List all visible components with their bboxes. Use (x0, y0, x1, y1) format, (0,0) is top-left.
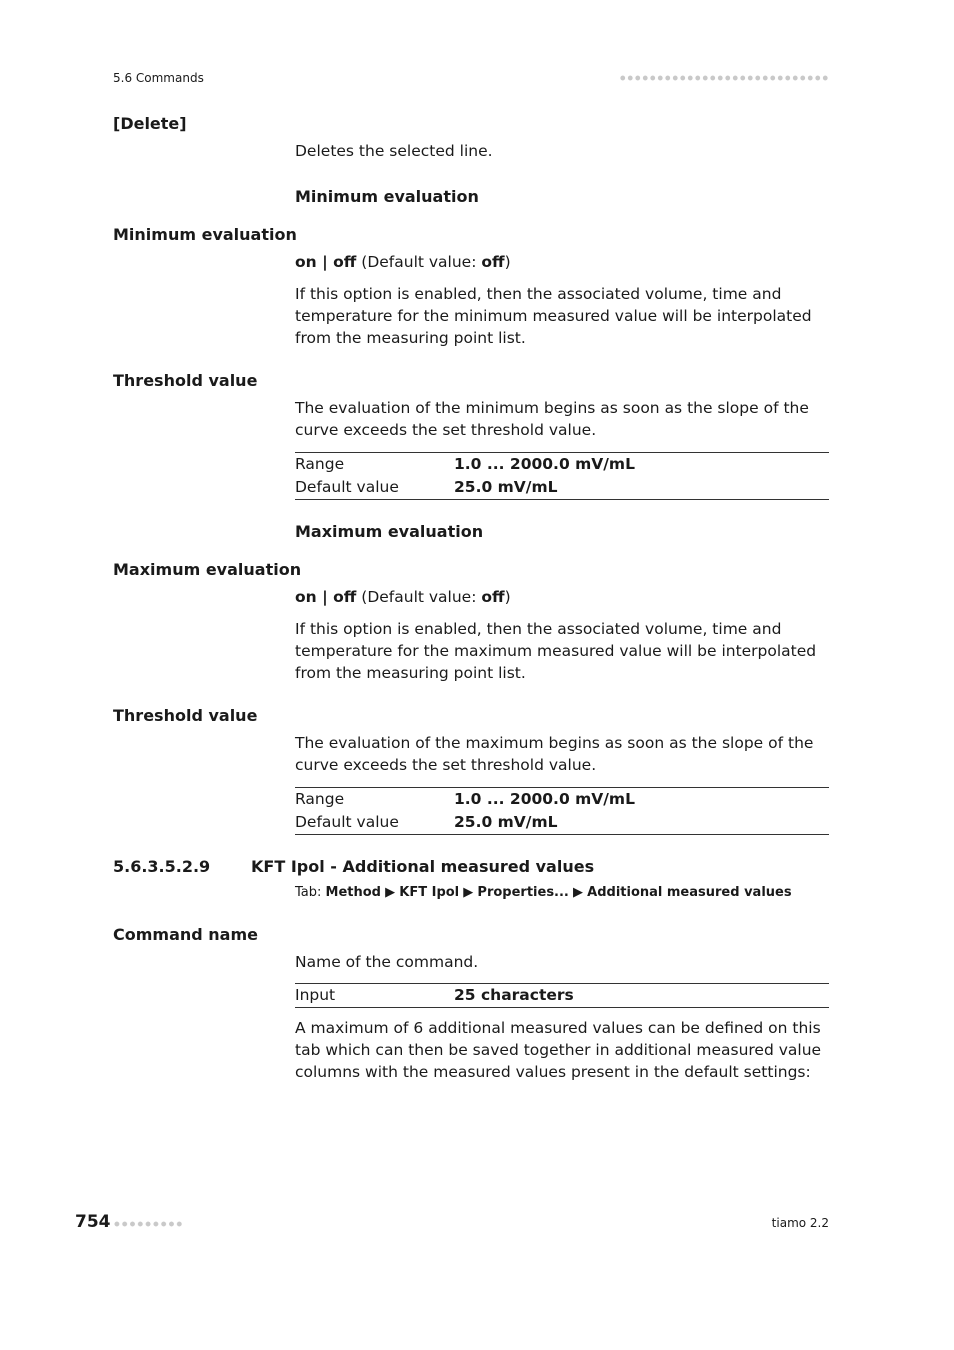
table-value: 25.0 mV/mL (454, 813, 558, 831)
maximum-subheading: Maximum evaluation (295, 522, 484, 541)
table-row (295, 811, 829, 834)
command-name-table (295, 983, 829, 1008)
page-number: 754 (75, 1212, 111, 1232)
footer-decoration (113, 1220, 183, 1228)
default-prefix: (Default value: (356, 588, 482, 606)
delete-description: Deletes the selected line. (295, 142, 493, 160)
command-name-label: Command name (113, 925, 258, 944)
table-key: Range (295, 455, 345, 473)
table-value: 1.0 ... 2000.0 mV/mL (454, 790, 635, 808)
options-bold: on | off (295, 253, 357, 271)
tab-prefix: Tab: (295, 885, 326, 900)
minimum-threshold-table (295, 452, 829, 500)
maximum-threshold-description: The evaluation of the maximum begins as soon as the slope of the curve exceeds the set threshold value. (295, 734, 814, 774)
maximum-description: If this option is enabled, then the associated volume, time and temperature for the maximum measured value will be interpolated from the measuring point list. (295, 620, 817, 682)
minimum-subheading: Minimum evaluation (295, 187, 479, 206)
maximum-options (295, 586, 835, 608)
section-number: 5.6.3.5.2.9 (113, 857, 211, 876)
maximum-evaluation-label: Maximum evaluation (113, 560, 302, 579)
command-name-note: A maximum of 6 additional measured values can be defined on this tab which can then be saved together in additional measured value columns with the measured values present in the default settings: (295, 1019, 822, 1081)
table-value: 25 characters (454, 986, 574, 1004)
default-prefix: (Default value: (356, 253, 482, 271)
minimum-threshold-description: The evaluation of the minimum begins as soon as the slope of the curve exceeds the set threshold value. (295, 399, 809, 439)
header-decoration (619, 74, 829, 82)
breadcrumb (295, 885, 792, 900)
default-value: off (481, 588, 505, 606)
default-value: off (481, 253, 505, 271)
minimum-options (295, 251, 835, 273)
table-row (295, 476, 829, 499)
crumb-separator: ▶ (381, 885, 400, 900)
table-value: 1.0 ... 2000.0 mV/mL (454, 455, 635, 473)
table-key: Input (295, 986, 336, 1004)
table-key: Range (295, 790, 345, 808)
crumb-item: KFT Ipol (399, 885, 460, 900)
minimum-evaluation-label: Minimum evaluation (113, 225, 297, 244)
maximum-threshold-label: Threshold value (113, 706, 258, 725)
maximum-threshold-table (295, 787, 829, 835)
crumb-separator: ▶ (459, 885, 478, 900)
table-row (295, 788, 829, 811)
running-header: 5.6 Commands (113, 71, 204, 85)
crumb-item: Properties... (477, 885, 569, 900)
default-suffix: ) (504, 588, 511, 606)
crumb-separator: ▶ (568, 885, 588, 900)
table-row (295, 453, 829, 476)
table-key: Default value (295, 813, 399, 831)
product-name: tiamo 2.2 (771, 1216, 829, 1230)
crumb-item: Additional measured values (587, 885, 792, 900)
table-row (295, 984, 829, 1007)
section-title: KFT Ipol - Additional measured values (251, 857, 595, 876)
command-name-description: Name of the command. (295, 953, 479, 971)
options-bold: on | off (295, 588, 357, 606)
minimum-threshold-label: Threshold value (113, 371, 258, 390)
table-key: Default value (295, 478, 399, 496)
crumb-item: Method (325, 885, 381, 900)
delete-label: [Delete] (113, 114, 187, 133)
default-suffix: ) (504, 253, 511, 271)
table-value: 25.0 mV/mL (454, 478, 558, 496)
minimum-description: If this option is enabled, then the associated volume, time and temperature for the minimum measured value will be interpolated from the measuring point list. (295, 285, 812, 347)
